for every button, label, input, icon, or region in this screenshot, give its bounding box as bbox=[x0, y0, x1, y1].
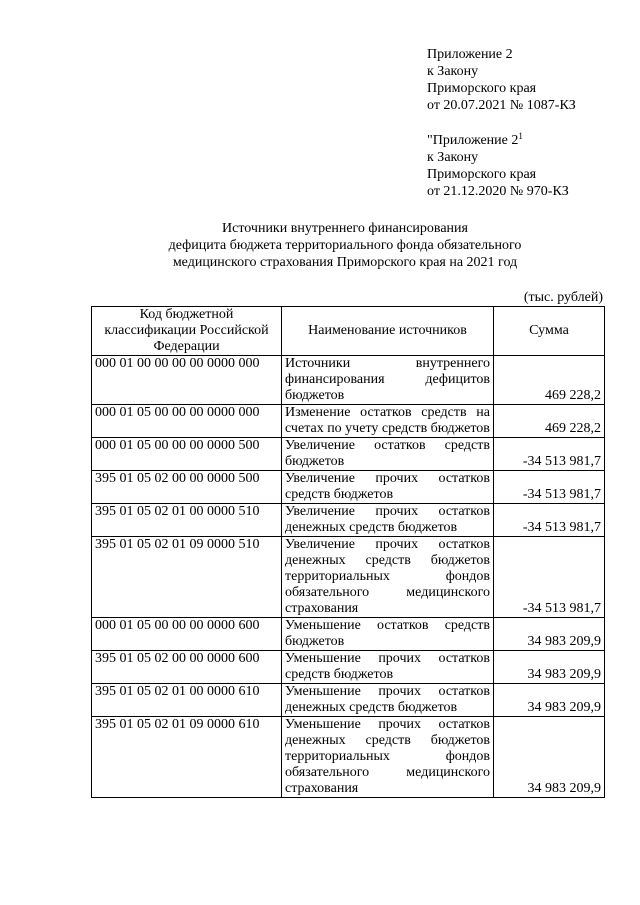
code-cell: 000 01 05 00 00 00 0000 600 bbox=[92, 618, 282, 651]
header-sum: Сумма bbox=[494, 307, 605, 356]
title-line: дефицита бюджета территориального фонда обязательного bbox=[168, 238, 522, 253]
table-row bbox=[92, 618, 605, 651]
sum-cell: 469 228,2 bbox=[494, 405, 605, 438]
attachment-line: от 20.07.2021 № 1087-КЗ bbox=[427, 98, 576, 113]
title-line: Источники внутреннего финансирования bbox=[222, 221, 468, 236]
header-code: Код бюджетной классификации Российской Федерации bbox=[92, 307, 282, 356]
attachment-quote-line bbox=[427, 133, 627, 150]
attachment-quote-superscript: 1 bbox=[518, 131, 523, 141]
code-cell: 000 01 00 00 00 00 0000 000 bbox=[92, 356, 282, 405]
attachment-quote-line: к Закону bbox=[427, 150, 479, 165]
table-row bbox=[92, 438, 605, 471]
units-label: (тыс. рублей) bbox=[523, 290, 603, 305]
attachment-header bbox=[427, 47, 627, 115]
sum-cell: -34 513 981,7 bbox=[494, 537, 605, 618]
code-cell: 395 01 05 02 01 09 0000 510 bbox=[92, 537, 282, 618]
attachment-quote-line: Приморского края bbox=[427, 167, 537, 182]
financing-sources-table bbox=[91, 306, 605, 798]
sum-cell: -34 513 981,7 bbox=[494, 471, 605, 504]
table-row bbox=[92, 405, 605, 438]
code-cell: 395 01 05 02 01 00 0000 510 bbox=[92, 504, 282, 537]
name-cell: Уменьшение остатков средств бюджетов bbox=[282, 618, 494, 651]
sum-cell: 34 983 209,9 bbox=[494, 684, 605, 717]
code-cell: 395 01 05 02 00 00 0000 500 bbox=[92, 471, 282, 504]
code-cell: 000 01 05 00 00 00 0000 000 bbox=[92, 405, 282, 438]
table-row bbox=[92, 717, 605, 798]
table-row bbox=[92, 684, 605, 717]
attachment-line: Приморского края bbox=[427, 81, 537, 96]
table-row bbox=[92, 504, 605, 537]
sum-cell: 34 983 209,9 bbox=[494, 717, 605, 798]
table-row bbox=[92, 651, 605, 684]
name-cell: Уменьшение прочих остатков денежных средств бюджетов bbox=[282, 684, 494, 717]
name-cell: Уменьшение прочих остатков денежных средств бюджетов территориальных фондов обязательного медицинского страхования bbox=[282, 717, 494, 798]
attachment-quote-line: от 21.12.2020 № 970-КЗ bbox=[427, 184, 569, 199]
table-row bbox=[92, 471, 605, 504]
name-cell: Увеличение прочих остатков денежных средств бюджетов bbox=[282, 504, 494, 537]
table-header-row bbox=[92, 307, 605, 356]
name-cell: Увеличение остатков средств бюджетов bbox=[282, 438, 494, 471]
sum-cell: -34 513 981,7 bbox=[494, 504, 605, 537]
document-title bbox=[95, 221, 595, 272]
name-cell: Увеличение прочих остатков денежных средств бюджетов территориальных фондов обязательного медицинского страхования bbox=[282, 537, 494, 618]
sum-cell: 34 983 209,9 bbox=[494, 618, 605, 651]
sum-cell: 34 983 209,9 bbox=[494, 651, 605, 684]
code-cell: 395 01 05 02 01 09 0000 610 bbox=[92, 717, 282, 798]
attachment-line: к Закону bbox=[427, 64, 479, 79]
table-row bbox=[92, 537, 605, 618]
attachment-line: Приложение 2 bbox=[427, 47, 513, 62]
code-cell: 395 01 05 02 00 00 0000 600 bbox=[92, 651, 282, 684]
title-line: медицинского страхования Приморского края на 2021 год bbox=[172, 255, 518, 270]
name-cell: Источники внутреннего финансирования дефицитов бюджетов bbox=[282, 356, 494, 405]
name-cell: Уменьшение прочих остатков средств бюджетов bbox=[282, 651, 494, 684]
attachment-quote-header bbox=[427, 133, 627, 201]
code-cell: 395 01 05 02 01 00 0000 610 bbox=[92, 684, 282, 717]
attachment-quote-text: "Приложение 2 bbox=[427, 133, 519, 148]
code-cell: 000 01 05 00 00 00 0000 500 bbox=[92, 438, 282, 471]
table-body bbox=[92, 356, 605, 798]
sum-cell: 469 228,2 bbox=[494, 356, 605, 405]
sum-cell: -34 513 981,7 bbox=[494, 438, 605, 471]
header-name: Наименование источников bbox=[282, 307, 494, 356]
table-row bbox=[92, 356, 605, 405]
name-cell: Изменение остатков средств на счетах по учету средств бюджетов bbox=[282, 405, 494, 438]
name-cell: Увеличение прочих остатков средств бюджетов bbox=[282, 471, 494, 504]
